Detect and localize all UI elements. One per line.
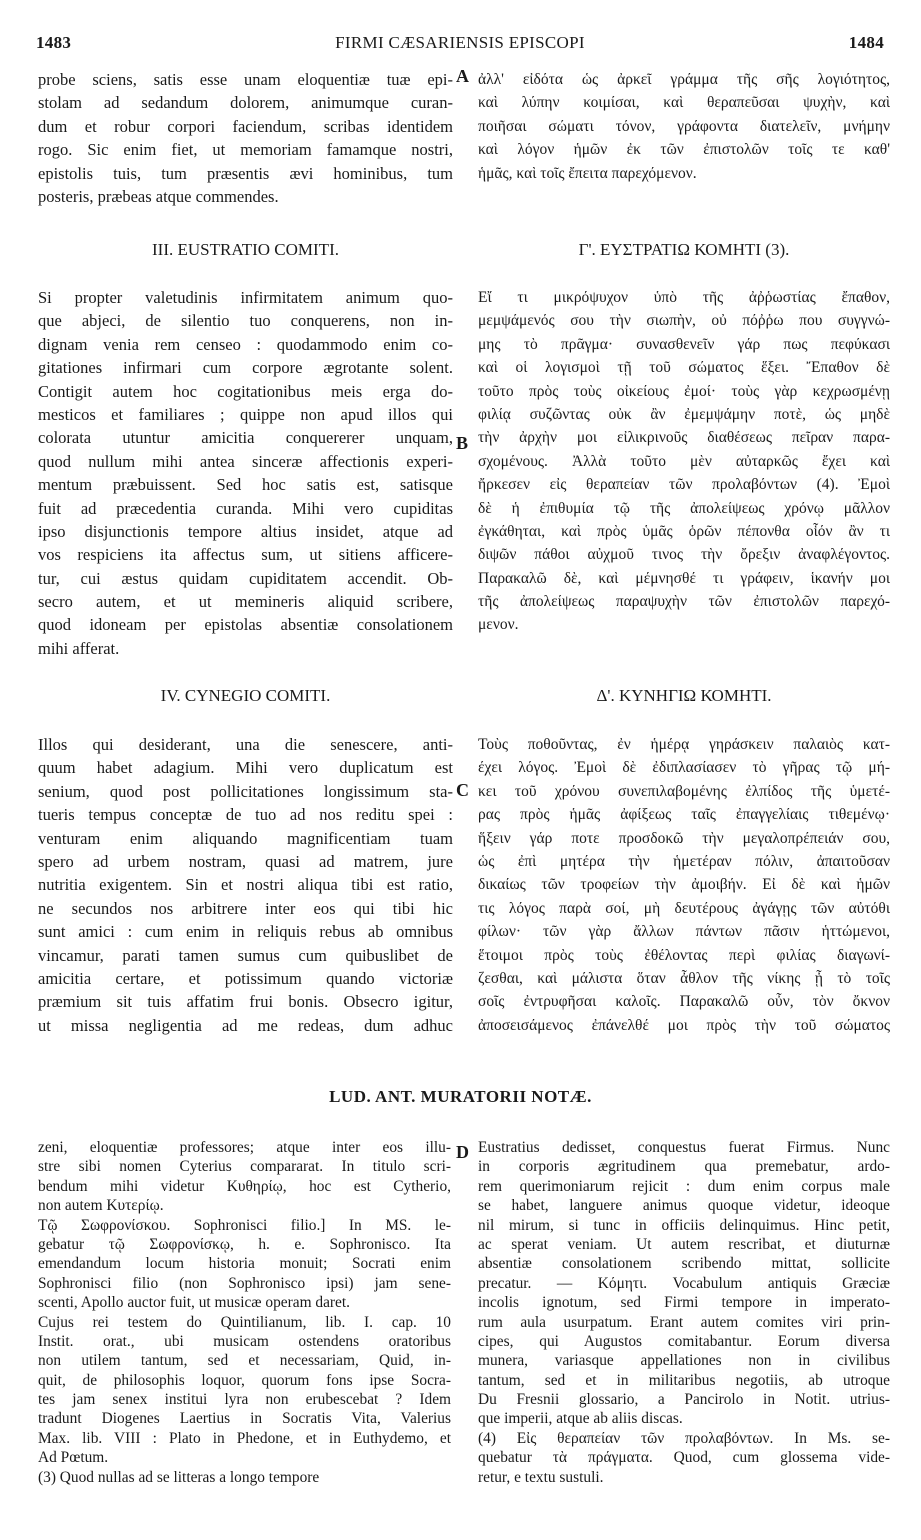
text-line: ἐγκάθηται, καὶ πρὸς ὑμᾶς ὁρῶν πέπονθα οἷόν ἂν τι [478,522,890,540]
text-line: ne secundos nos arbitrere inter eos qui tibi hic [38,898,453,918]
text-line: Ad Pœtum. [38,1449,109,1467]
text-line: Du Fresnii glossario, a Pancirolo in Notit. utrius- [478,1391,890,1409]
text-line: καὶ λόγον ἡμῶν ἐκ τῶν ἐπιστολῶν τοῖς τε καθ' [478,141,890,159]
text-line: bendum mihi videtur Κυθηρίῳ, hoc est Cytherio, [38,1177,451,1195]
text-line: (3) Quod nullas ad se litteras a longo tempore [38,1468,320,1486]
text-line: gitationes infirmari cum corpore ægrotante solent. [38,358,453,378]
text-line: retur, e textu sustuli. [478,1468,604,1486]
text-line: ἀποσεισάμενος ἐπάνελθέ μοι πρὸς τὴν τοῦ σώματος [478,1016,890,1034]
text-line: δικαίως τῶν τροφείων τὴν ἀμοιβήν. Εἰ δὲ καὶ ἡμῶν [478,876,890,894]
text-line: τὴν ἀρχὴν μοι εἰλικρινοῦς διαθέσεως πεῖραν παρα- [478,429,890,447]
text-line: rem querimoniarum rejicit : dum enim corpus male [478,1177,890,1195]
latin-heading-eustratio: III. EUSTRATIO COMITI. [152,240,339,259]
text-line: scenti, Apollo auctor fuit, ut musicæ operam daret. [38,1294,351,1312]
text-line: διψῶν πάθοι αὐχμοῦ τινος τὴν ὄρεξιν ἀναφλέγοντος. [478,546,890,564]
text-line: ut missa negligentia ad me redeas, dum adhuc [38,1015,453,1035]
latin-intro-paragraph [38,68,453,208]
text-line: tantum, sed et in militaribus negotiis, ab utroque [478,1371,890,1389]
text-line: mihi afferat. [38,638,120,658]
text-line: Eustratius dedisset, conquestus fuerat Firmus. Nunc [478,1139,890,1156]
right-page-number: 1484 [848,33,884,52]
notes-title: LUD. ANT. MURATORII NOTÆ. [329,1087,592,1106]
text-line: incolis ignotum, sed Firmi tempore in imperato- [478,1294,890,1312]
text-line: σχομένους. Ἀλλὰ τοῦτο μὲν αὐταρκῶς ἔχει καὶ [478,452,890,470]
left-page-number: 1483 [36,33,72,52]
section-marker-b: B [456,433,469,453]
text-line: non autem Κυτερίῳ. [38,1197,164,1215]
text-line: τῆς ἀπολείψεως παραψυχὴν τῶν ἐπιστολῶν παρεχό- [478,593,890,611]
text-line: fuit ad præcedentia curanda. Mihi vero cupiditas [38,498,453,518]
section-marker-a: A [456,66,469,86]
text-line: μης τὸ πρᾶγμα· συνασθενεῖν γάρ πως πεφύκασι [478,335,890,353]
text-line: dum et robur corpori faciendum, scribas identidem [38,116,453,136]
text-line: μενον. [478,616,519,634]
text-line: vincamur, parati tamen sumus cum quibuslibet de [38,945,453,965]
text-line: φιλίᾳ συζῶντας οὐκ ἂν ἐμεμψάμην ποτὲ, ὡς μηδὲ [478,405,890,423]
text-line: quum habet adagium. Mihi vero duplicatum est [38,758,453,778]
text-line: ἥξειν γάρ ποτε προσδοκῶ τὴν μεγαλοπρέπειάν σου, [478,829,890,847]
text-line: ζεσθαι, καὶ μάλιστα ὅταν ἆθλον τῆς νίκης ᾖ τὸ τοῖς [478,969,890,987]
text-line: dignam venia rem censeo : quodammodo enim co- [38,334,453,354]
text-line: colorata utuntur amicitia conquererer unquam, [38,428,453,448]
section-marker-d: D [456,1142,469,1162]
text-line: quod idoneam per epistolas absentiæ consolationem [38,615,453,635]
text-line: tes jam senex institui lyra non erubescebat ? Idem [38,1391,451,1409]
text-line: se habet, languere animus quoque videtur, ideoque [478,1197,890,1215]
latin-letter-eustratio [38,286,453,660]
text-line: καὶ λύπην κοιμίσαι, καὶ θεραπεῦσαι ψυχὴν, καὶ [478,94,890,112]
greek-letter-eustratio [478,286,890,637]
text-line: rogo. Sic enim fiet, ut memoriam famamque nostri, [38,140,453,160]
text-line: τοῦτο πρὸς τοὺς οἰκείους ἐμοί· τοὺς γὰρ κεχρωσμένῃ [478,382,890,400]
text-line: ρας πρὸς ἡμᾶς ἀφίξεως ταῖς ἐπαγγελίαις τιθεμένῳ· [478,806,890,824]
text-line: ἀλλ' εἰδότα ὡς ἀρκεῖ γράμμα τῆς σῆς λογιότητος, [478,71,890,88]
text-line: Si propter valetudinis infirmitatem animum quo- [38,288,453,307]
greek-letter-cynegio [478,733,890,1037]
text-line: ἤρκεσεν εἰς θεραπείαν τῶν προλαβόντων (4). Ἐμοὶ [478,476,890,494]
text-line: amicitia certare, et potissimum quando victoriæ [38,968,453,988]
text-line: φίλων· τῶν γὰρ ἄλλων πάντων πᾶσιν ἡττώμενοι, [478,923,890,941]
text-line: ipso disjunctionis tempore altius insidet, atque ad [38,521,453,541]
text-line: μεμψάμενός σου τὴν σιωπὴν, οὐ πόῤῥω που συγγνώ- [478,312,890,330]
text-line: probe sciens, satis esse unam eloquentiæ tuæ epi- [38,70,453,89]
text-line: Τοὺς ποθοῦντας, ἐν ἡμέρᾳ γηράσκειν παλαιὸς κατ- [478,736,890,753]
text-line: κει τοῦ χρόνου συνεπιλαβομένης ἐλπίδος τῆς ὑμετέ- [478,782,890,800]
text-line: absentiæ consolationem scribendo mittat, sollicite [478,1255,890,1273]
text-line: ποιῆσαι σώματι τόνον, γράφοντα διατελεῖν, μνήμην [478,117,890,135]
text-line: ἡμᾶς, καὶ τοῖς ἔπειτα παρεχόμενον. [478,164,697,182]
text-line: gebatur τῷ Σωφρονίσκῳ, h. e. Sophronisco. Ita [38,1235,451,1253]
text-line: rum aula usurpatum. Erant autem comites viri prin- [478,1313,890,1331]
text-line: precatur. — Κόμητι. Vocabulum antiquis Græciæ [478,1274,890,1292]
text-line: senium, quod post pollicitationes longissimum sta- [38,781,453,801]
text-line: sunt amici : cum enim in reliquis rebus ab omnibus [38,922,453,942]
notes-right-column [478,1138,890,1487]
text-line: ὡς ἐπὶ μητέρα τὴν ἡμετέραν πόλιν, ἀπαιτοῦσαν [478,852,890,870]
text-line: in corporis ægritudinem qua premebatur, ardo- [478,1158,890,1176]
text-line: mentum præbuissent. Sed hoc satis est, satisque [38,475,453,495]
running-title: FIRMI CÆSARIENSIS EPISCOPI [335,33,585,52]
latin-heading-cynegio: IV. CYNEGIO COMITI. [160,686,331,705]
text-line: σοῖς ἐντρυφῆσαι καλοῖς. Παρακαλῶ οὖν, τὸν ὄκνον [478,993,890,1011]
text-line: nil mirum, si tunc in officiis delinquimus. Hinc petit, [478,1216,890,1234]
latin-letter-cynegio [38,733,453,1037]
text-line: τις λόγος παρὰ σοί, μὴ δευτέρους ἀγάγῃς τῶν αὐτόθι [478,899,890,917]
text-line: que imperii, atque ab aliis discas. [478,1410,683,1428]
text-line: cipes, qui Augustos comitabantur. Eorum diversa [478,1332,890,1350]
text-line: Instit. orat., ubi musicam ostendens oratoribus [38,1332,451,1350]
text-line: (4) Εἰς θεραπείαν τῶν προλαβόντων. In Ms. se- [478,1429,890,1447]
text-line: zeni, eloquentiæ professores; atque inter eos illu- [38,1139,451,1156]
text-line: stolam ad sedandum dolorem, animumque curan- [38,93,453,113]
text-line: stre sibi nomen Cyterius compararat. In titulo scri- [38,1158,451,1176]
greek-heading-eustratio: Γ'. ΕΥΣΤΡΑΤΙΩ ΚΟΜΗΤΙ (3). [578,240,790,259]
text-line: non utilem tantum, sed et necessariam, Quid, in- [38,1352,451,1370]
text-line: tueris tempus conceptæ de tuo ad nos reditu spei : [38,805,453,825]
text-line: tradunt Diogenes Laertius in Socratis Vita, Valerius [38,1410,451,1428]
notes-left-column [38,1138,451,1487]
text-line: Cujus rei testem do Quintilianum, lib. I. cap. 10 [38,1313,451,1331]
text-line: spero ad urbem nostram, quasi ad matrem, jure [38,851,453,871]
text-line: epistolis tuis, tum præsentis ævi hominibus, tum [38,163,453,183]
text-line: Illos qui desiderant, una die senescere, anti- [38,735,453,754]
text-line: quod nullum mihi antea sinceræ affectionis experi- [38,451,453,471]
text-line: munera, variasque appellationes non in civilibus [478,1352,890,1370]
text-line: Τῷ Σωφρονίσκου. Sophronisci filio.] In MS. le- [38,1216,451,1234]
text-line: que abjeci, de silentio tuo conquerens, non in- [38,311,453,331]
text-line: tur, cui æstus quidam cupiditatem accendit. Ob- [38,568,453,588]
text-line: secro autem, et ut memineris aliquid scribere, [38,592,453,612]
text-line: καὶ οἱ λογισμοὶ τῇ τοῦ σώματος ἕξει. Ἔπαθον δὲ [478,359,890,377]
text-line: ac sperat veniam. Ut autem rescribat, et diuturnæ [478,1235,890,1253]
running-header [36,33,884,59]
text-line: Contigit autem hoc cogitationibus meis erga do- [38,381,453,401]
text-line: præmium sit tuis affatim frui bonis. Obsecro igitur, [38,992,453,1012]
text-line: Εἴ τι μικρόψυχον ὑπὸ τῆς ἀῤῥωστίας ἔπαθον, [478,289,890,306]
text-line: emendandum locum historia monuit; Socrati enim [38,1255,451,1273]
text-line: έχει λόγος. Ἐμοὶ δὲ ἐδιπλασίασεν τὸ γῆρας τῷ μή- [478,759,890,777]
greek-intro-paragraph [478,68,890,185]
text-line: Sophronisci filio (non Sophronisco ipsi) jam sene- [38,1274,451,1292]
text-line: nutritia exigentem. Sin et nostri aliqua tibi est ratio, [38,875,453,895]
text-line: δὲ ἡ ἐπιθυμία τῷ τῆς ἀπολείψεως χρόνῳ μᾶλλον [478,499,890,517]
text-line: ἕτοιμοι πρὸς τοὺς ἐθέλοντας περὶ φιλίας διαγωνί- [478,946,890,964]
text-line: quit, de philosophis loquor, quorum fons ipse Socra- [38,1371,451,1389]
text-line: Παρακαλῶ δὲ, καὶ μέμνησθέ τι γράφειν, ἱκανήν μοι [478,569,890,587]
text-line: vos respiciens ita affectus sum, ut sitiens afficere- [38,545,453,565]
text-line: quebatur τὰ πράγματα. Quod, cum glossema vide- [478,1449,890,1467]
text-line: posteris, præbeas atque commendes. [38,186,279,206]
section-marker-c: C [456,780,469,800]
text-line: venturam enim aliquando magnificentiam tuam [38,828,453,848]
greek-heading-cynegio: Δ'. ΚΥΝΗΓΙΩ ΚΟΜΗΤΙ. [596,686,772,705]
text-line: Max. lib. VIII : Plato in Phedone, et in Euthydemo, et [38,1429,451,1447]
text-line: mesticos et familiares ; quippe non apud illos qui [38,404,453,424]
